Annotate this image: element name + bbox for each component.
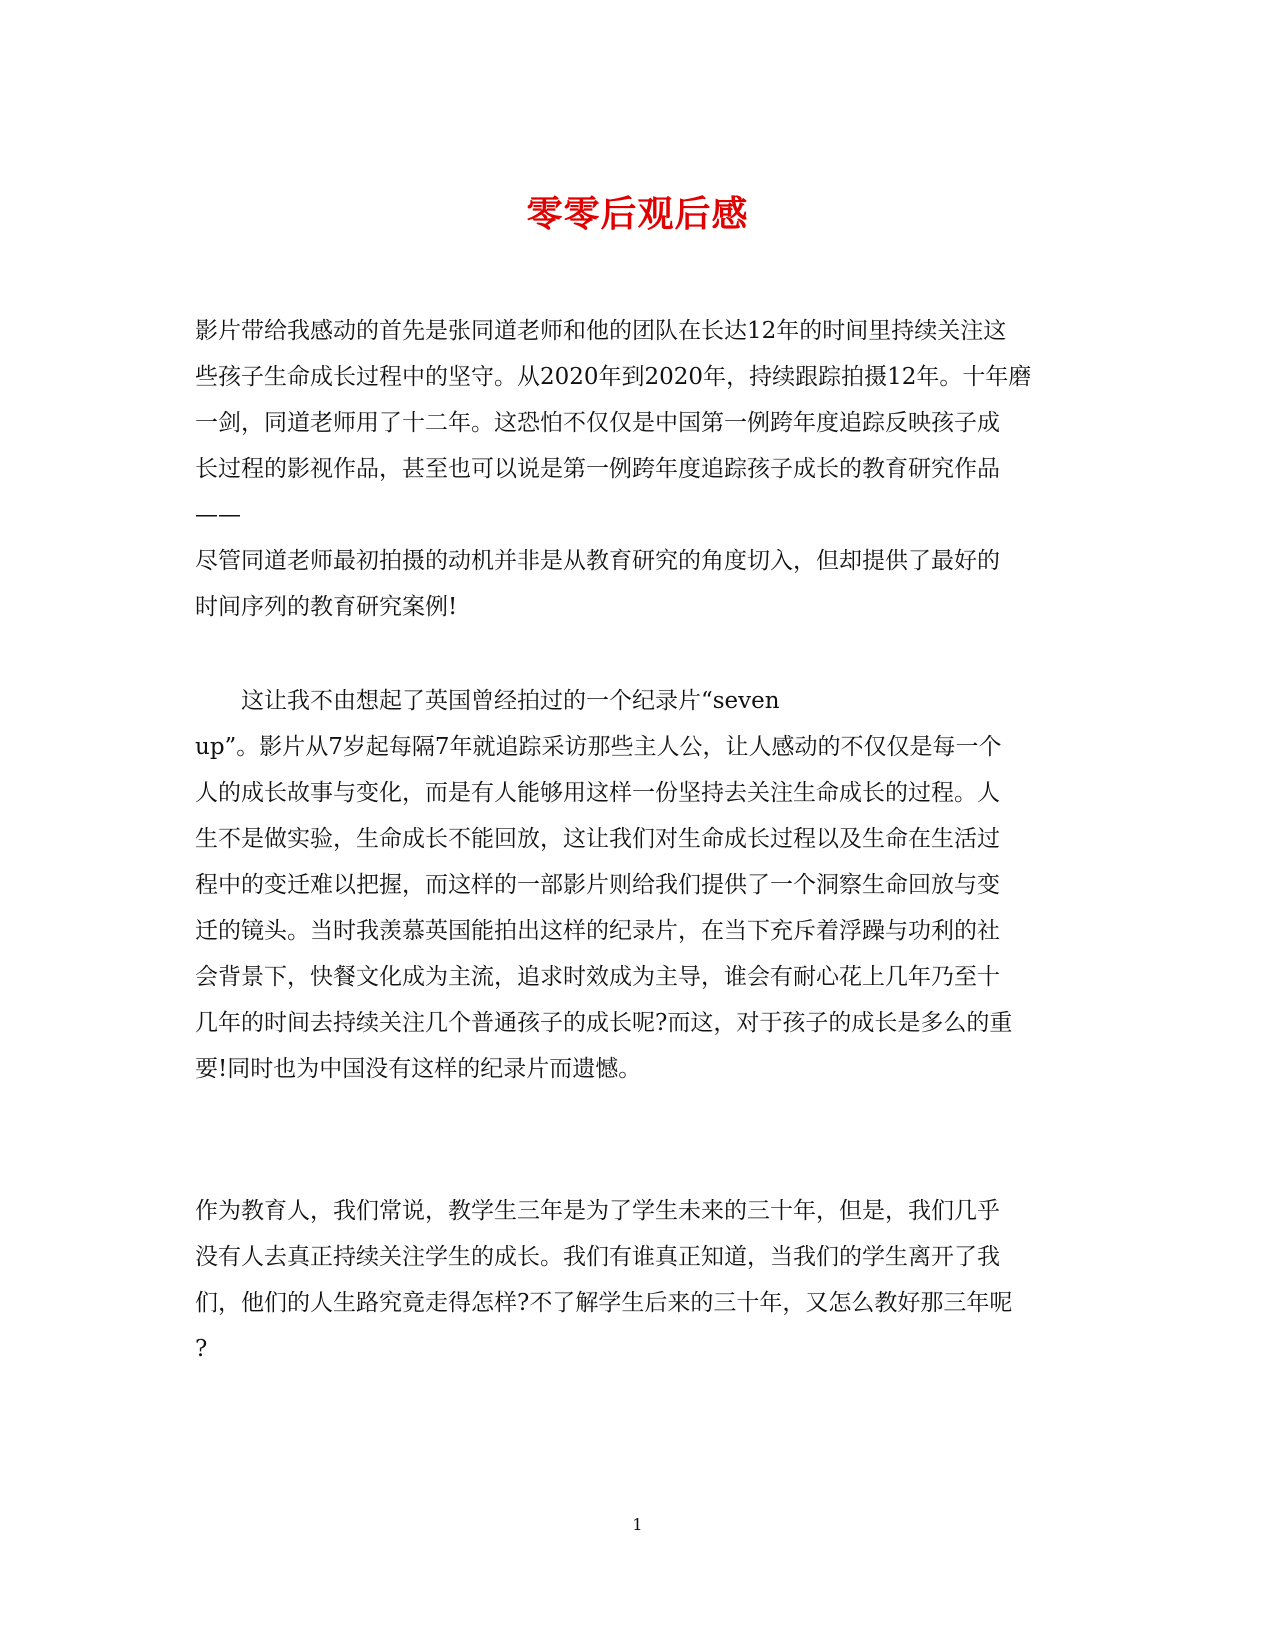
- paragraph-line: 们，他们的人生路究竟走得怎样?不了解学生后来的三十年，又怎么教好那三年呢: [195, 1290, 1013, 1316]
- paragraph-line: 没有人去真正持续关注学生的成长。我们有谁真正知道，当我们的学生离开了我: [195, 1244, 1000, 1270]
- paragraph-line: 这让我不由想起了英国曾经拍过的一个纪录片“seven: [195, 688, 780, 714]
- paragraph-line: 尽管同道老师最初拍摄的动机并非是从教育研究的角度切入，但却提供了最好的: [195, 548, 1000, 574]
- paragraph-line: 时间序列的教育研究案例!: [195, 594, 458, 620]
- paragraph-line: 些孩子生命成长过程中的坚守。从2020年到2020年，持续跟踪拍摄12年。十年磨: [195, 364, 1032, 390]
- paragraph-line: 程中的变迁难以把握，而这样的一部影片则给我们提供了一个洞察生命回放与变: [195, 872, 1000, 898]
- paragraph-line: 生不是做实验，生命成长不能回放，这让我们对生命成长过程以及生命在生活过: [195, 826, 1000, 852]
- paragraph-line: 一剑，同道老师用了十二年。这恐怕不仅仅是中国第一例跨年度追踪反映孩子成: [195, 410, 1000, 436]
- paragraph-line: 作为教育人，我们常说，教学生三年是为了学生未来的三十年，但是，我们几乎: [195, 1198, 1000, 1224]
- paragraph-line: ?: [195, 1336, 208, 1362]
- paragraph-line: up”。影片从7岁起每隔7年就追踪采访那些主人公，让人感动的不仅仅是每一个: [195, 734, 1002, 760]
- paragraph-line: 人的成长故事与变化，而是有人能够用这样一份坚持去关注生命成长的过程。人: [195, 780, 1000, 806]
- document-title: 零零后观后感: [526, 193, 749, 236]
- paragraph-line: 会背景下，快餐文化成为主流，追求时效成为主导，谁会有耐心花上几年乃至十: [195, 964, 1000, 990]
- paragraph-line: 几年的时间去持续关注几个普通孩子的成长呢?而这，对于孩子的成长是多么的重: [195, 1010, 1013, 1036]
- paragraph-line: 影片带给我感动的首先是张同道老师和他的团队在长达12年的时间里持续关注这: [195, 318, 1007, 344]
- page-number: 1: [632, 1515, 643, 1534]
- paragraph-line: ——: [195, 502, 241, 528]
- paragraph-line: 长过程的影视作品，甚至也可以说是第一例跨年度追踪孩子成长的教育研究作品: [195, 456, 1000, 482]
- paragraph-line: 迁的镜头。当时我羡慕英国能拍出这样的纪录片，在当下充斥着浮躁与功利的社: [195, 918, 1000, 944]
- paragraph-line: 要!同时也为中国没有这样的纪录片而遗憾。: [195, 1056, 642, 1082]
